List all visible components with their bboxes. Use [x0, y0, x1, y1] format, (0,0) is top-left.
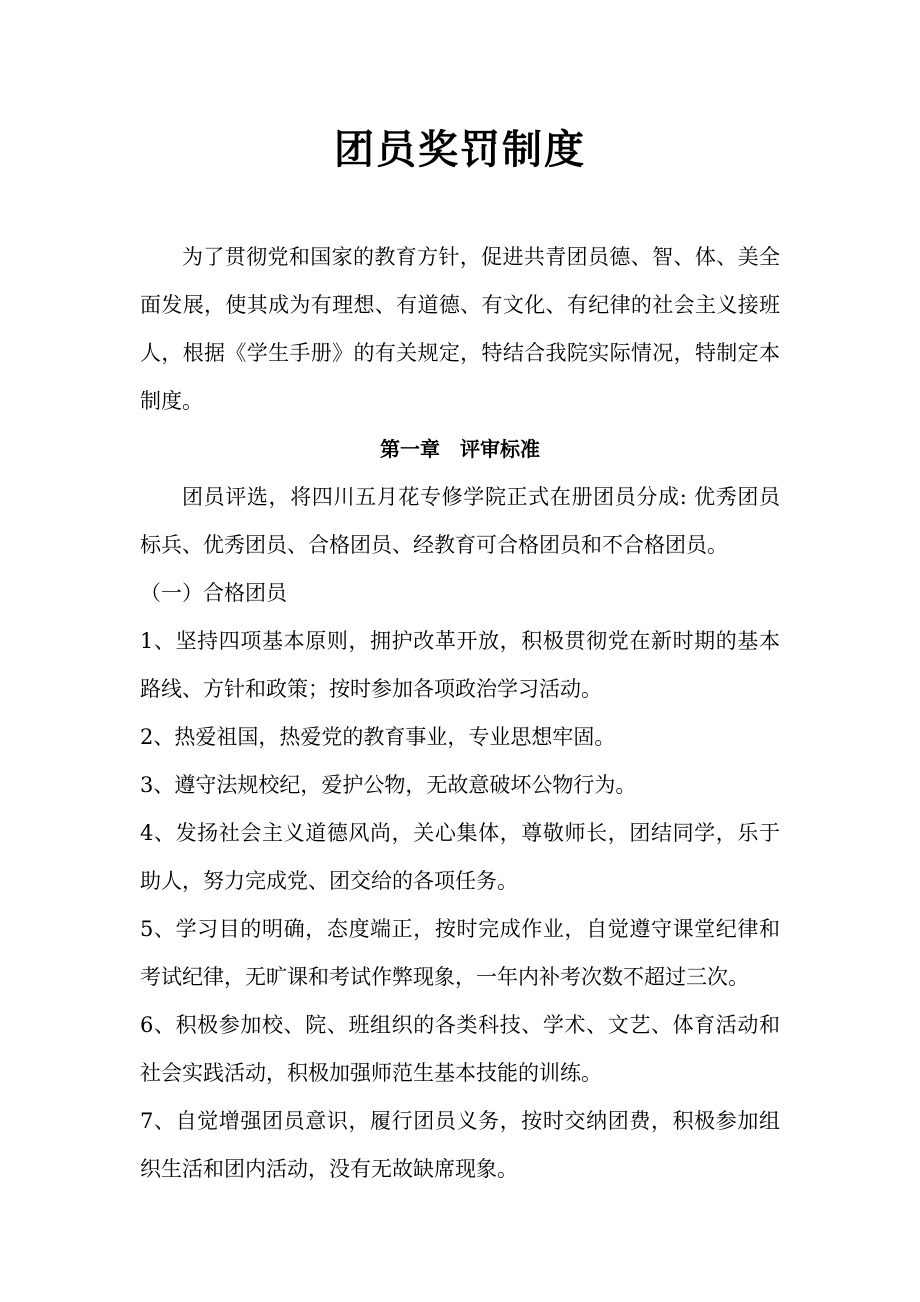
intro-block: [140, 233, 780, 425]
list-item: 5、学习目的明确，态度端正，按时完成作业，自觉遵守课堂纪律和考试纪律，无旷课和考试作弊现象，一年内补考次数不超过三次。: [140, 917, 780, 989]
list-item: 4、发扬社会主义道德风尚，关心集体，尊敬师长，团结同学，乐于助人，努力完成党、团交给的各项任务。: [140, 821, 780, 893]
chapter-heading: 第一章 评审标准: [380, 437, 540, 461]
list-item: 6、积极参加校、院、班组织的各类科技、学术、文艺、体育活动和社会实践活动，积极加强师范生基本技能的训练。: [140, 1013, 780, 1085]
list-item: 3、遵守法规校纪，爱护公物，无故意破坏公物行为。: [140, 773, 637, 797]
intro-paragraph: 为了贯彻党和国家的教育方针，促进共青团员德、智、体、美全面发展，使其成为有理想、有道德、有文化、有纪律的社会主义接班人，根据《学生手册》的有关规定，特结合我院实际情况，特制定本制度。: [140, 245, 780, 413]
chapter-intro-paragraph: 团员评选，将四川五月花专修学院正式在册团员分成: 优秀团员标兵、优秀团员、合格团员、经教育可合格团员和不合格团员。: [140, 485, 780, 557]
section-heading: （一）合格团员: [140, 581, 287, 605]
chapter-block: [140, 425, 780, 1193]
document-title: 团员奖罚制度: [334, 127, 586, 173]
list-item: 1、坚持四项基本原则，拥护改革开放，积极贯彻党在新时期的基本路线、方针和政策；按时参加各项政治学习活动。: [140, 629, 780, 701]
list-item: 2、热爱祖国，热爱党的教育事业，专业思想牢固。: [140, 725, 616, 749]
list-item: 7、自觉增强团员意识，履行团员义务，按时交纳团费，积极参加组织生活和团内活动，没有无故缺席现象。: [140, 1109, 780, 1181]
